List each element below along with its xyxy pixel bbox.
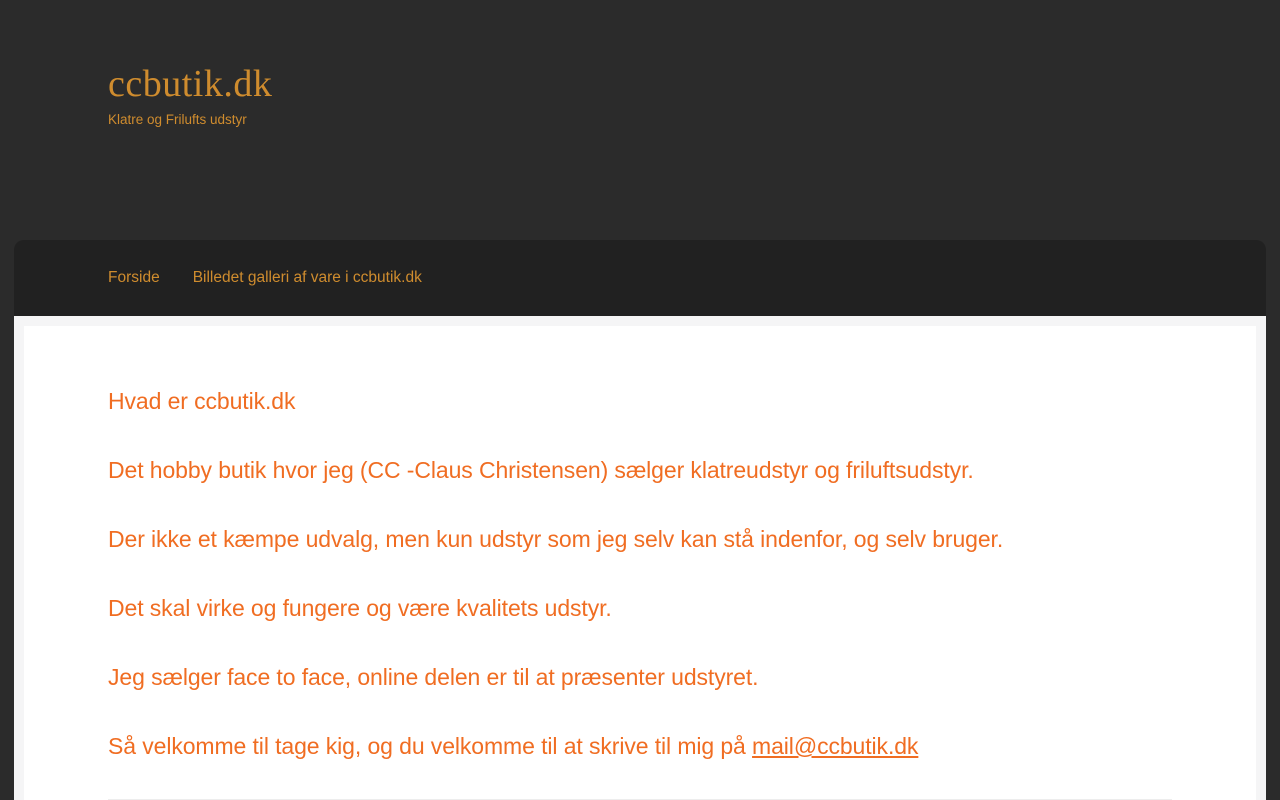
content-heading: Hvad er ccbutik.dk bbox=[108, 388, 296, 414]
site-title-link[interactable]: ccbutik.dk bbox=[108, 63, 273, 105]
main-nav bbox=[14, 240, 1266, 316]
page-wrap bbox=[14, 316, 1266, 800]
site-header bbox=[0, 0, 1280, 240]
content-contact-line bbox=[108, 730, 1172, 762]
contact-text: Så velkomme til tage kig, og du velkomme til at skrive til mig på bbox=[108, 733, 753, 759]
content-paragraph: Det hobby butik hvor jeg (CC -Claus Christensen) sælger klatreudstyr og friluftsudstyr. bbox=[108, 457, 974, 483]
nav-item-forside[interactable]: Forside bbox=[108, 269, 160, 286]
email-link[interactable]: mail@ccbutik.dk bbox=[752, 733, 919, 759]
content-card bbox=[24, 326, 1256, 800]
nav-item-galleri[interactable]: Billedet galleri af vare i ccbutik.dk bbox=[192, 269, 422, 286]
content-paragraph: Det skal virke og fungere og være kvalitets udstyr. bbox=[108, 595, 612, 621]
site-tagline: Klatre og Frilufts udstyr bbox=[108, 112, 247, 127]
content-paragraph: Jeg sælger face to face, online delen er til at præsenter udstyret. bbox=[108, 664, 759, 690]
content-paragraph: Der ikke et kæmpe udvalg, men kun udstyr som jeg selv kan stå indenfor, og selv bruger. bbox=[108, 526, 1004, 552]
